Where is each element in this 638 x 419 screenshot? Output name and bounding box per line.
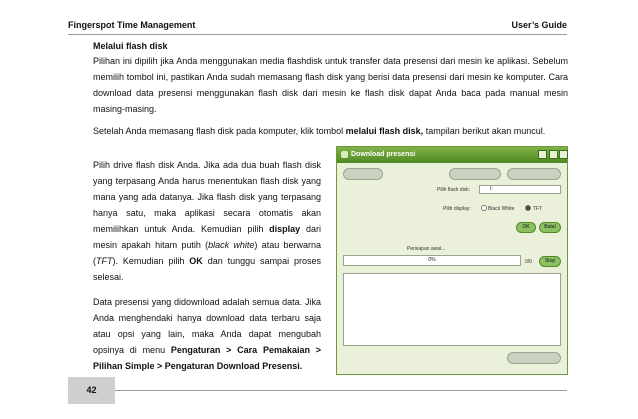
disabled-button xyxy=(449,168,501,180)
option-tft: TFT xyxy=(533,206,543,212)
option-black-white: Black White xyxy=(488,206,515,212)
p3-text-e: ) atau berwarna ( xyxy=(93,240,321,266)
minimize-icon[interactable] xyxy=(538,150,547,159)
paragraph-after-install xyxy=(93,123,568,139)
status-text: Persiapan awal... xyxy=(407,246,446,252)
ok-button[interactable]: OK xyxy=(516,222,536,233)
p2-text-c: tampilan berikut akan muncul. xyxy=(423,126,546,136)
p2-text-a: Setelah Anda memasang flash disk pada komputer, klik tombol xyxy=(93,126,346,136)
app-icon xyxy=(341,151,348,158)
page-header xyxy=(68,20,567,34)
disabled-button xyxy=(507,352,561,364)
progress-count: 0/0 xyxy=(525,259,532,265)
flash-disk-select[interactable] xyxy=(479,185,561,194)
p3-text-g: ). Kemudian pilih xyxy=(112,256,190,266)
log-textarea[interactable] xyxy=(343,273,561,346)
page-number: 42 xyxy=(68,377,115,404)
header-title: Fingerspot Time Management xyxy=(68,20,196,30)
p3-italic-bw: black white xyxy=(208,240,255,250)
flash-disk-label: Pilih flash disk: xyxy=(437,187,471,193)
flash-disk-value: I: xyxy=(490,186,493,192)
close-icon[interactable] xyxy=(559,150,568,159)
disabled-button xyxy=(343,168,383,180)
p3-text-i: dan tunggu sampai proses selesai. xyxy=(93,256,321,282)
section-title: Melalui flash disk xyxy=(93,41,168,51)
dialog-titlebar xyxy=(337,147,567,163)
header-guide: User’s Guide xyxy=(511,20,567,30)
footer-divider xyxy=(115,390,567,391)
radio-tft[interactable] xyxy=(525,205,531,211)
p3-bold-ok: OK xyxy=(189,256,203,266)
radio-black-white[interactable] xyxy=(481,205,487,211)
cancel-button[interactable]: Batal xyxy=(539,222,561,233)
p3-text-a: Pilih drive flash disk Anda. Jika ada dua buah flash disk yang terpasang Anda harus menentukan flash disk yang mana yang ada datanya. Jika flash disk yang terpasang hanya satu, maka aplikasi secara otomatis akan memilihkan untuk Anda. Kemudian pilih xyxy=(93,160,321,234)
p3-italic-tft: TFT xyxy=(96,256,113,266)
p4-bold-menu-path: Pengaturan > Cara Pemakaian > Pilihan Simple > Pengaturan Download Presensi. xyxy=(93,345,321,371)
p4-text-a: Data presensi yang didownload adalah semua data. Jika Anda menghendaki hanya download data terbaru saja atau opsi yang lain, maka Anda dapat mengubah opsinya di menu xyxy=(93,297,321,355)
p3-bold-display: display xyxy=(269,224,301,234)
p2-bold: melalui flash disk, xyxy=(345,126,424,136)
progress-bar xyxy=(343,255,521,266)
dialog-title: Download presensi xyxy=(351,151,416,158)
p3-text-c: dari mesin apakah hitam putih ( xyxy=(93,224,321,250)
download-dialog-screenshot xyxy=(336,146,568,375)
paragraph-download-all xyxy=(93,294,321,374)
header-divider xyxy=(68,34,567,35)
display-label: Pilih display: xyxy=(443,206,471,212)
progress-text: 0% xyxy=(428,257,436,263)
paragraph-choose-drive xyxy=(93,157,321,285)
maximize-icon[interactable] xyxy=(549,150,558,159)
disabled-button xyxy=(507,168,561,180)
paragraph-intro: Pilihan ini dipilih jika Anda menggunakan media flashdisk untuk transfer data presensi dari mesin ke aplikasi. Sebelum memilih tombol ini, pastikan Anda sudah memasang flash disk yang berisi data presensi dari mesin ke komputer. Cara download data presensi menggunakan flash disk dari mesin ke flash disk dapat Anda baca pada manual mesin masing-masing. xyxy=(93,56,568,114)
stop-button[interactable]: Stop xyxy=(539,256,561,267)
